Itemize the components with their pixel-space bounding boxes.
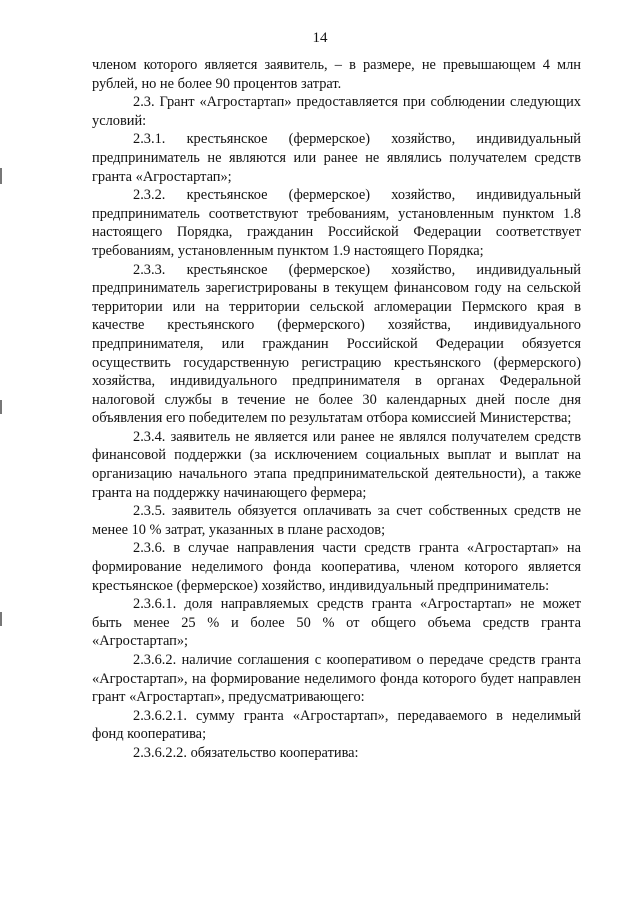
paragraph-2-3-6-1: 2.3.6.1. доля направляемых средств гранта «Агростартап» не может быть менее 25 % и более 50 % от общего объема средств гранта «Агростартап»; [92, 596, 581, 650]
paragraph-2-3-6-2-2: 2.3.6.2.2. обязательство кооператива: [133, 744, 359, 761]
paragraph-2-3-3: 2.3.3. крестьянское (фермерское) хозяйство, индивидуальный предприниматель зарегистрированы в текущем финансовом году на сельской территории или на территории сельской агломерации Пермского края в качестве крестьянского (фермерского) хозяйства, индивидуального предпринимателя, или гражданин Российской Федерации обязуется осуществить государственную регистрацию крестьянского (фермерского) хозяйства, индивидуального предпринимателя в органах Федеральной налоговой службы в течение не более 30 календарных дней после дня объявления его победителем по результатам отбора комиссией Министерства; [92, 261, 581, 427]
paragraph-2-3-1: 2.3.1. крестьянское (фермерское) хозяйство, индивидуальный предприниматель не являются или ранее не являлись получателем средств гранта «Агростартап»; [92, 131, 581, 185]
scan-edge-mark-bottom [0, 612, 2, 626]
scan-edge-mark-top [0, 168, 2, 184]
paragraph-2-3-6-2-1: 2.3.6.2.1. сумму гранта «Агростартап», передаваемого в неделимый фонд кооператива; [92, 707, 581, 743]
paragraph-2-3-6: 2.3.6. в случае направления части средств гранта «Агростартап» на формирование неделимого фонда кооператива, членом которого является крестьянское (фермерское) хозяйство, индивидуальный предприниматель: [92, 540, 581, 594]
paragraph-2-3-4: 2.3.4. заявитель не является или ранее не являлся получателем средств финансовой поддержки (за исключением социальных выплат и выплат на организацию начального этапа предпринимательской деятельности), а также гранта на поддержку начинающего фермера; [92, 428, 581, 501]
paragraph-2-3-5: 2.3.5. заявитель обязуется оплачивать за счет собственных средств не менее 10 % затрат, указанных в плане расходов; [92, 503, 581, 538]
paragraph-2-3-2: 2.3.2. крестьянское (фермерское) хозяйство, индивидуальный предприниматель соответствуют требованиям, установленным пунктом 1.8 настоящего Порядка, гражданин Российской Федерации соответствует требованиям, установленным пунктом 1.9 настоящего Порядка; [92, 187, 581, 259]
paragraph-2-3: 2.3. Грант «Агростартап» предоставляется при соблюдении следующих условий: [92, 94, 581, 129]
paragraph-continuation: членом которого является заявитель, – в размере, не превышающем 4 млн рублей, но не более 90 процентов затрат. [92, 57, 581, 92]
page-number: 14 [312, 30, 328, 46]
paragraph-2-3-6-2: 2.3.6.2. наличие соглашения с кооперативом о передаче средств гранта «Агростартап», на формирование неделимого фонда которого будет направлен грант «Агростартап», предусматривающего: [92, 652, 581, 706]
document-body [92, 56, 581, 763]
scan-edge-mark-middle [0, 400, 2, 414]
